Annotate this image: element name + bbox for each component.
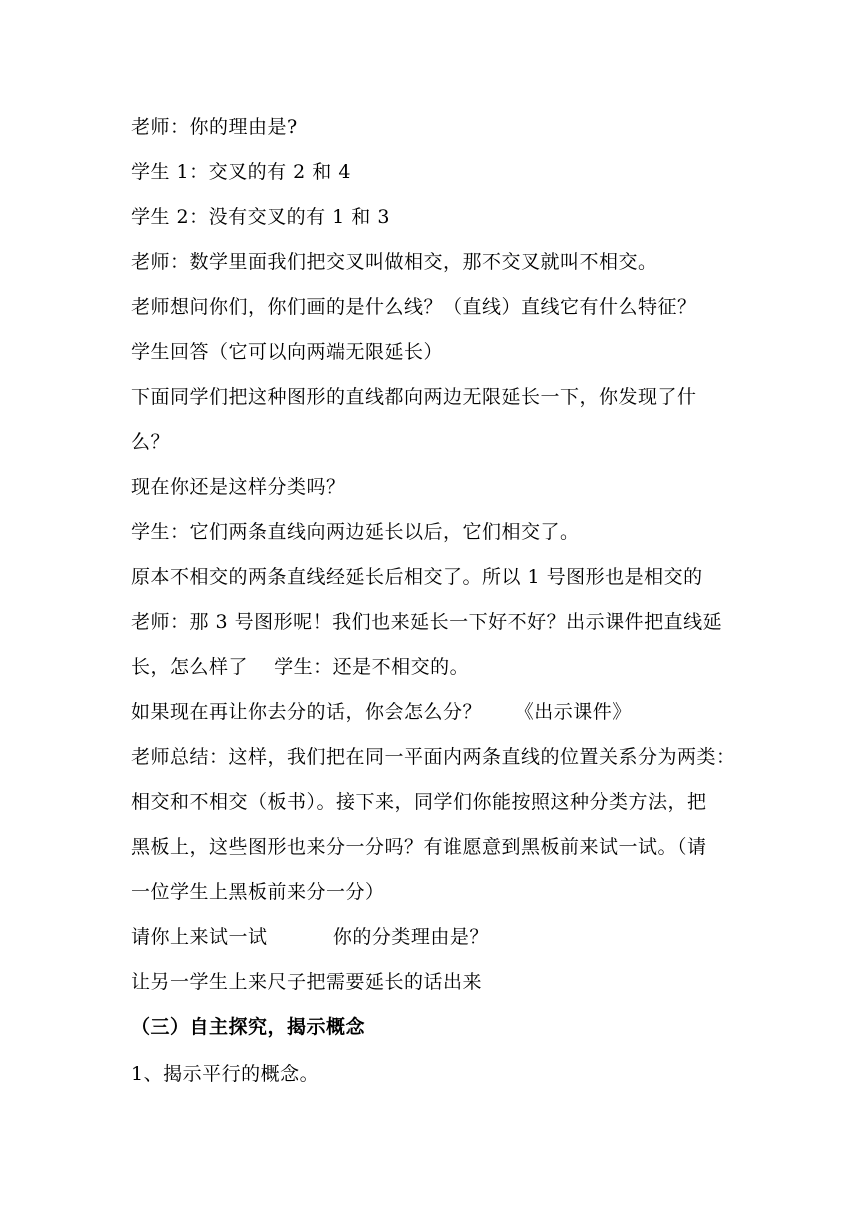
text-line-15: 老师总结：这样，我们把在同一平面内两条直线的位置关系分为两类： — [131, 746, 736, 768]
text-line-14: 如果现在再让你去分的话，你会怎么分？ 《出示课件》 — [131, 701, 632, 723]
text-line-12: 老师：那 3 号图形呢！我们也来延长一下好不好？出示课件把直线延 — [131, 611, 723, 633]
text-line-10: 学生：它们两条直线向两边延长以后，它们相交了。 — [131, 521, 580, 543]
text-line-22: 1、揭示平行的概念。 — [131, 1063, 320, 1085]
text-line-5: 老师想问你们，你们画的是什么线？（直线）直线它有什么特征？ — [131, 296, 697, 318]
text-line-1: 老师：你的理由是? — [131, 116, 298, 138]
text-line-9: 现在你还是这样分类吗？ — [131, 476, 346, 498]
text-line-18: 一位学生上黑板前来分一分） — [131, 881, 385, 903]
text-line-19: 请你上来试一试 你的分类理由是？ — [131, 926, 489, 948]
text-line-20: 让另一学生上来尺子把需要延长的话出来 — [131, 971, 483, 993]
text-line-16: 相交和不相交（板书）。接下来，同学们你能按照这种分类方法，把 — [131, 791, 707, 813]
text-line-2: 学生 1：交叉的有 2 和 4 — [131, 161, 351, 183]
section-heading: （三）自主探究，揭示概念 — [131, 1016, 366, 1038]
text-line-8: 么？ — [131, 431, 171, 453]
text-line-7: 下面同学们把这种图形的直线都向两边无限延长一下，你发现了什 — [131, 386, 697, 408]
text-line-17: 黑板上，这些图形也来分一分吗？有谁愿意到黑板前来试一试。（请 — [131, 836, 707, 858]
text-line-6: 学生回答（它可以向两端无限延长） — [131, 341, 444, 363]
text-line-3: 学生 2：没有交叉的有 1 和 3 — [131, 206, 390, 228]
text-line-13: 长，怎么样了 学生：还是不相交的。 — [131, 656, 470, 678]
text-line-11: 原本不相交的两条直线经延长后相交了。所以 1 号图形也是相交的 — [131, 566, 703, 588]
text-line-4: 老师：数学里面我们把交叉叫做相交，那不交叉就叫不相交。 — [131, 251, 658, 273]
